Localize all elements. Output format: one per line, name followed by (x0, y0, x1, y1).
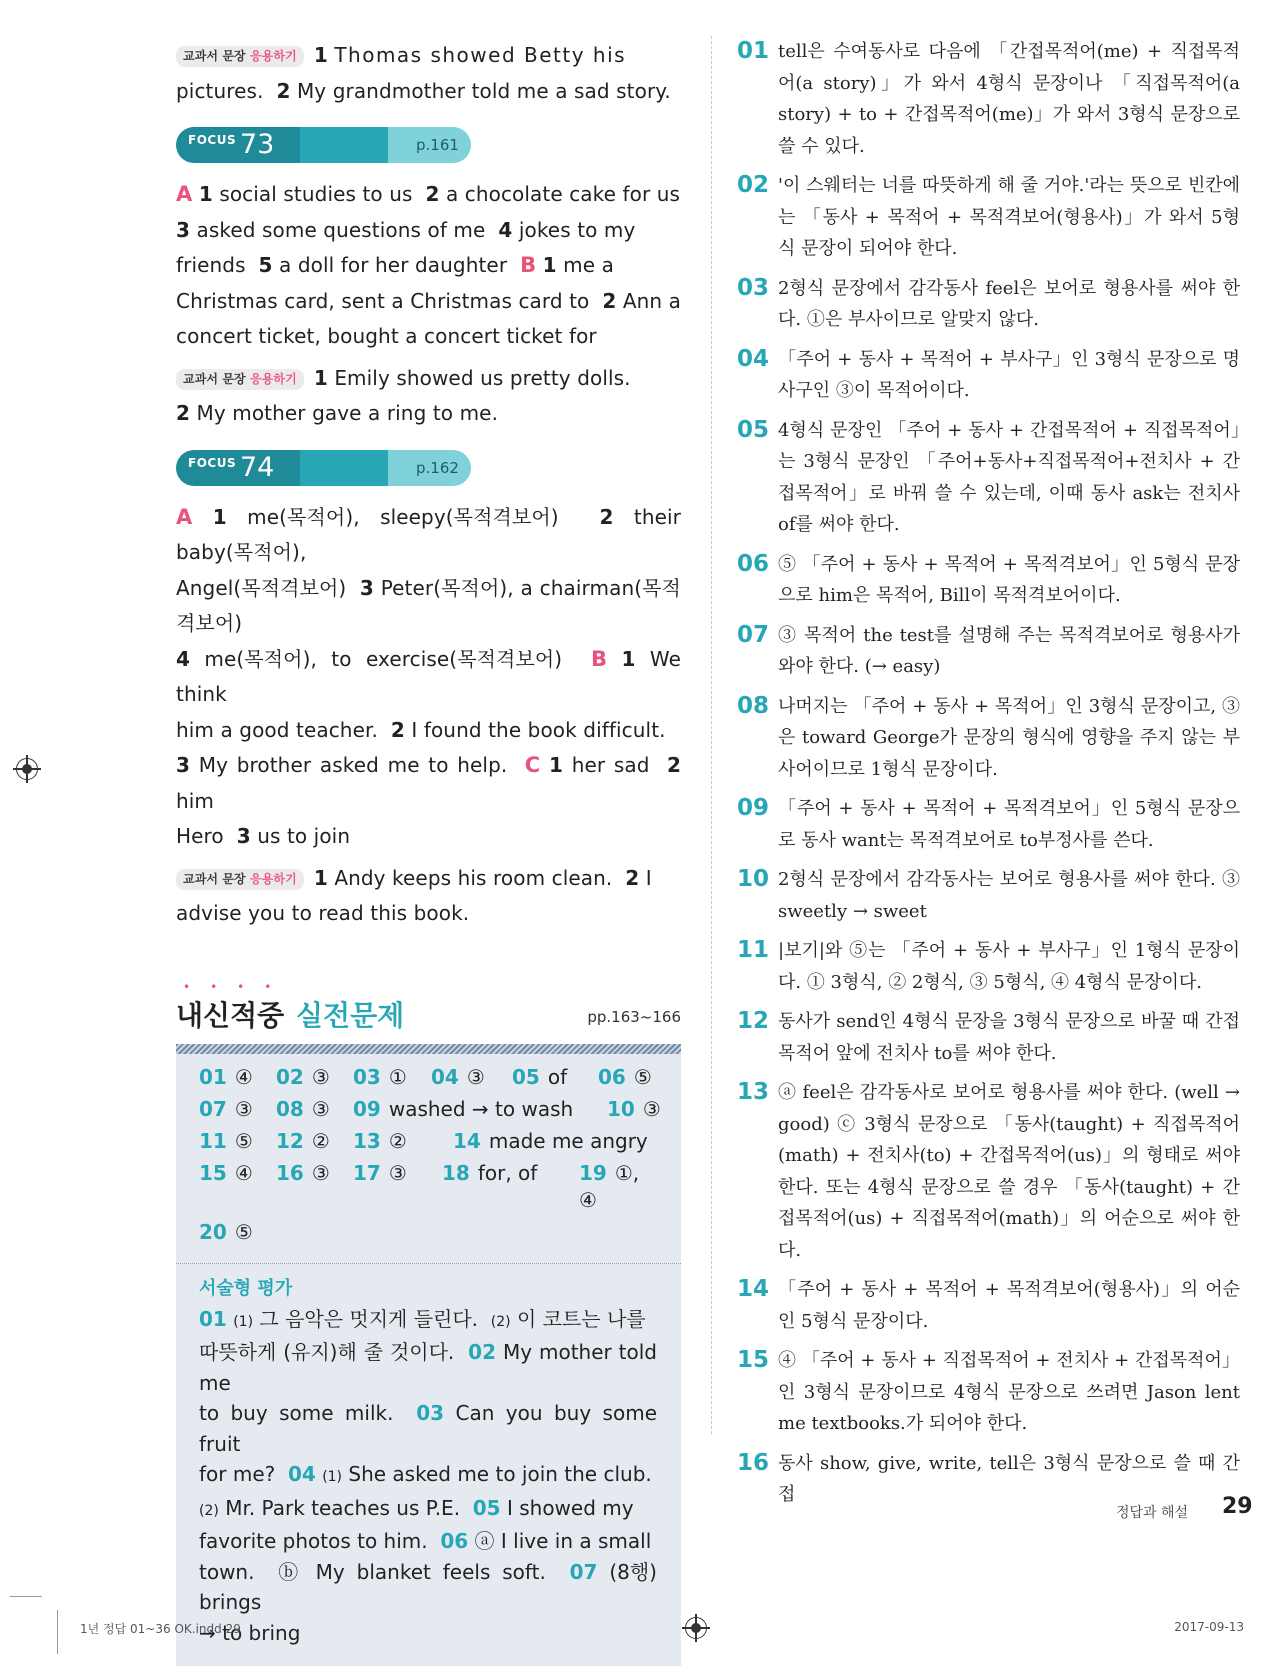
exam-title-b: 실전문제 (296, 994, 404, 1034)
focus-74-banner: FOCUS 74 p.162 (176, 450, 471, 486)
focus-73-answers: A 1 social studies to us 2 a chocolate cake for us 3 asked some questions of me 4 jokes to my friends 5 a doll for her daughter B 1 me a Christmas card, sent a Christmas card to 2 Ann a concert ticket, bought a concert ticket for (176, 177, 681, 355)
exam-pages: pp.163~166 (587, 1008, 681, 1026)
dotted-divider (176, 1263, 681, 1264)
explanation-item: 14 「주어 + 동사 + 목적어 + 목적격보어(형용사)」의 어순인 5형식 문장이다. (737, 1274, 1240, 1337)
textbook-apply-73: 교과서 문장 응용하기 1 Emily showed us pretty dolls. 2 My mother gave a ring to me. (176, 361, 681, 432)
answer-item: 14 made me angry (453, 1128, 657, 1155)
explanation-item: 03 2형식 문장에서 감각동사 feel은 보어로 형용사를 써야 한다. ①은 부사이므로 알맞지 않다. (737, 273, 1240, 336)
answer-item: 01 ④ (199, 1064, 276, 1091)
explanation-item: 10 2형식 문장에서 감각동사는 보어로 형용사를 써야 한다. ③ sweetly → sweet (737, 864, 1240, 927)
answer-row (199, 1096, 657, 1123)
textbook-apply-top: 교과서 문장 응용하기 1 Thomas showed Betty his pictures. 2 My grandmother told me a sad story. (176, 38, 681, 109)
print-slug-date: 2017-09-13 (1174, 1620, 1244, 1634)
explanation-item: 06 ⑤ 「주어 + 동사 + 목적어 + 목적격보어」인 5형식 문장으로 him은 목적어, Bill이 목적격보어이다. (737, 549, 1240, 612)
answer-row (199, 1128, 657, 1155)
trim-mark (57, 1610, 58, 1654)
title-dots-decoration: •••• (183, 980, 291, 994)
explanation-item: 02 '이 스웨터는 너를 따뜻하게 해 줄 거야.'라는 뜻으로 빈칸에는 「동사 + 목적어 + 목적격보어(형용사)」가 와서 5형식 문장이 되어야 한다. (737, 170, 1240, 265)
answer-item: 02 ③ (276, 1064, 353, 1091)
explanation-item: 11 |보기|와 ⑤는 「주어 + 동사 + 부사구」인 1형식 문장이다. ① 3형식, ② 2형식, ③ 5형식, ④ 4형식 문장이다. (737, 935, 1240, 998)
exam-title-a: 내신적중 (176, 994, 284, 1034)
explanation-item: 15 ④ 「주어 + 동사 + 직접목적어 + 전치사 + 간접목적어」인 3형식 문장이므로 4형식 문장으로 쓰려면 Jason lent me textbooks.가 되어야 한다. (737, 1345, 1240, 1440)
answer-item: 03 ① (353, 1064, 431, 1091)
left-column (176, 38, 681, 1666)
answer-item: 12 ② (276, 1128, 353, 1155)
explanation-item: 05 4형식 문장인 「주어 + 동사 + 간접목적어 + 직접목적어」는 3형식 문장인 「주어+동사+직접목적어+전치사 + 간접목적어」로 바꿔 쓸 수 있는데, 이때 동사 ask는 전치사 of를 써야 한다. (737, 415, 1240, 541)
hatch-divider (176, 1044, 681, 1054)
answer-item: 10 ③ (607, 1096, 661, 1123)
answer-item: 18 for, of (442, 1160, 579, 1214)
footer-label: 정답과 해설 (1116, 1502, 1188, 1522)
textbook-apply-74: 교과서 문장 응용하기 1 Andy keeps his room clean. 2 I advise you to read this book. (176, 861, 681, 932)
answer-item: 16 ③ (276, 1160, 353, 1214)
answer-item: 09 washed → to wash (353, 1096, 607, 1123)
answer-item: 20 ⑤ (199, 1219, 657, 1246)
answer-row (199, 1160, 657, 1214)
answer-row (199, 1219, 657, 1246)
exam-section-header (176, 984, 681, 1044)
print-slug-file: 1년 정답 01~36 OK.indd 29 (80, 1620, 241, 1637)
explanation-item: 16 동사 show, give, write, tell은 3형식 문장으로 쓸 때 간접 (737, 1448, 1240, 1511)
focus-74-answers: A 1 me(목적어), sleepy(목적격보어) 2 their baby(목적어), Angel(목적격보어) 3 Peter(목적어), a chairman(목적격보어) 4 me(목적어), to exercise(목적격보어) B 1 We think him a good teacher. 2 I found the book difficult. 3 My brother asked me to help. C 1 her sad 2 him Hero 3 us to join (176, 500, 681, 855)
answer-item: 07 ③ (199, 1096, 276, 1123)
focus-73-banner: FOCUS 73 p.161 (176, 127, 471, 163)
explanation-item: 04 「주어 + 동사 + 목적어 + 부사구」인 3형식 문장으로 명사구인 ③이 목적어이다. (737, 344, 1240, 407)
answer-item: 05 of (512, 1064, 598, 1091)
answer-item: 08 ③ (276, 1096, 353, 1123)
explanation-item: 12 동사가 send인 4형식 문장을 3형식 문장으로 바꿀 때 간접목적어 앞에 전치사 to를 써야 한다. (737, 1006, 1240, 1069)
answer-item: 06 ⑤ (598, 1064, 657, 1091)
answer-item: 13 ② (353, 1128, 453, 1155)
answer-item: 15 ④ (199, 1160, 276, 1214)
registration-mark-icon (685, 1617, 707, 1639)
page-number: 29 (1222, 1494, 1253, 1519)
column-divider (711, 36, 712, 1434)
answer-item: 17 ③ (353, 1160, 442, 1214)
answer-item: 11 ⑤ (199, 1128, 276, 1155)
answer-item: 04 ③ (431, 1064, 512, 1091)
explanation-item: 08 나머지는 「주어 + 동사 + 목적어」인 3형식 문장이고, ③은 toward George가 문장의 형식에 영향을 주지 않는 부사어이므로 1형식 문장이다. (737, 691, 1240, 786)
essay-title: 서술형 평가 (199, 1274, 657, 1300)
explanation-item: 07 ③ 목적어 the test를 설명해 주는 목적격보어로 형용사가 와야 한다. (→ easy) (737, 620, 1240, 683)
right-column-explanations (737, 36, 1240, 1519)
explanation-item: 01 tell은 수여동사로 다음에 「간접목적어(me) + 직접목적어(a story)」가 와서 4형식 문장이나 「직접목적어(a story) + to + 간접목적어(me)」가 와서 3형식 문장으로 쓸 수 있다. (737, 36, 1240, 162)
answer-box (176, 1054, 681, 1666)
answer-item: 19 ①, ④ (579, 1160, 657, 1214)
explanation-item: 09 「주어 + 동사 + 목적어 + 목적격보어」인 5형식 문장으로 동사 want는 목적격보어로 to부정사를 쓴다. (737, 793, 1240, 856)
trim-mark (10, 1596, 42, 1597)
registration-mark-icon (16, 758, 38, 780)
textbook-tag: 교과서 문장 응용하기 (176, 46, 304, 67)
explanation-item: 13 ⓐ feel은 감각동사로 보어로 형용사를 써야 한다. (well → good) ⓒ 3형식 문장으로 「동사(taught) + 직접목적어(math) + 전치사(to) + 간접목적어(us)」의 형태로 써야 한다. 또는 4형식 문장으로 쓸 경우 「동사(taught) + 간접목적어(us) + 직접목적어(math)」의 어순으로 써야 한다. (737, 1077, 1240, 1266)
answer-row (199, 1064, 657, 1091)
essay-answers: 01 (1) 그 음악은 멋지게 들린다. (2) 이 코트는 나를 따뜻하게 (유지)해 줄 것이다. 02 My mother told me to buy some milk. 03 Can you buy some fruit for me? 04 (1) She asked me to join the club. (2) Mr. Park teaches us P.E. 05 I showed my favorite photos to him. 06 ⓐ I live in a small town. ⓑ My blanket feels soft. 07 (8행) brings → to bring (199, 1304, 657, 1649)
